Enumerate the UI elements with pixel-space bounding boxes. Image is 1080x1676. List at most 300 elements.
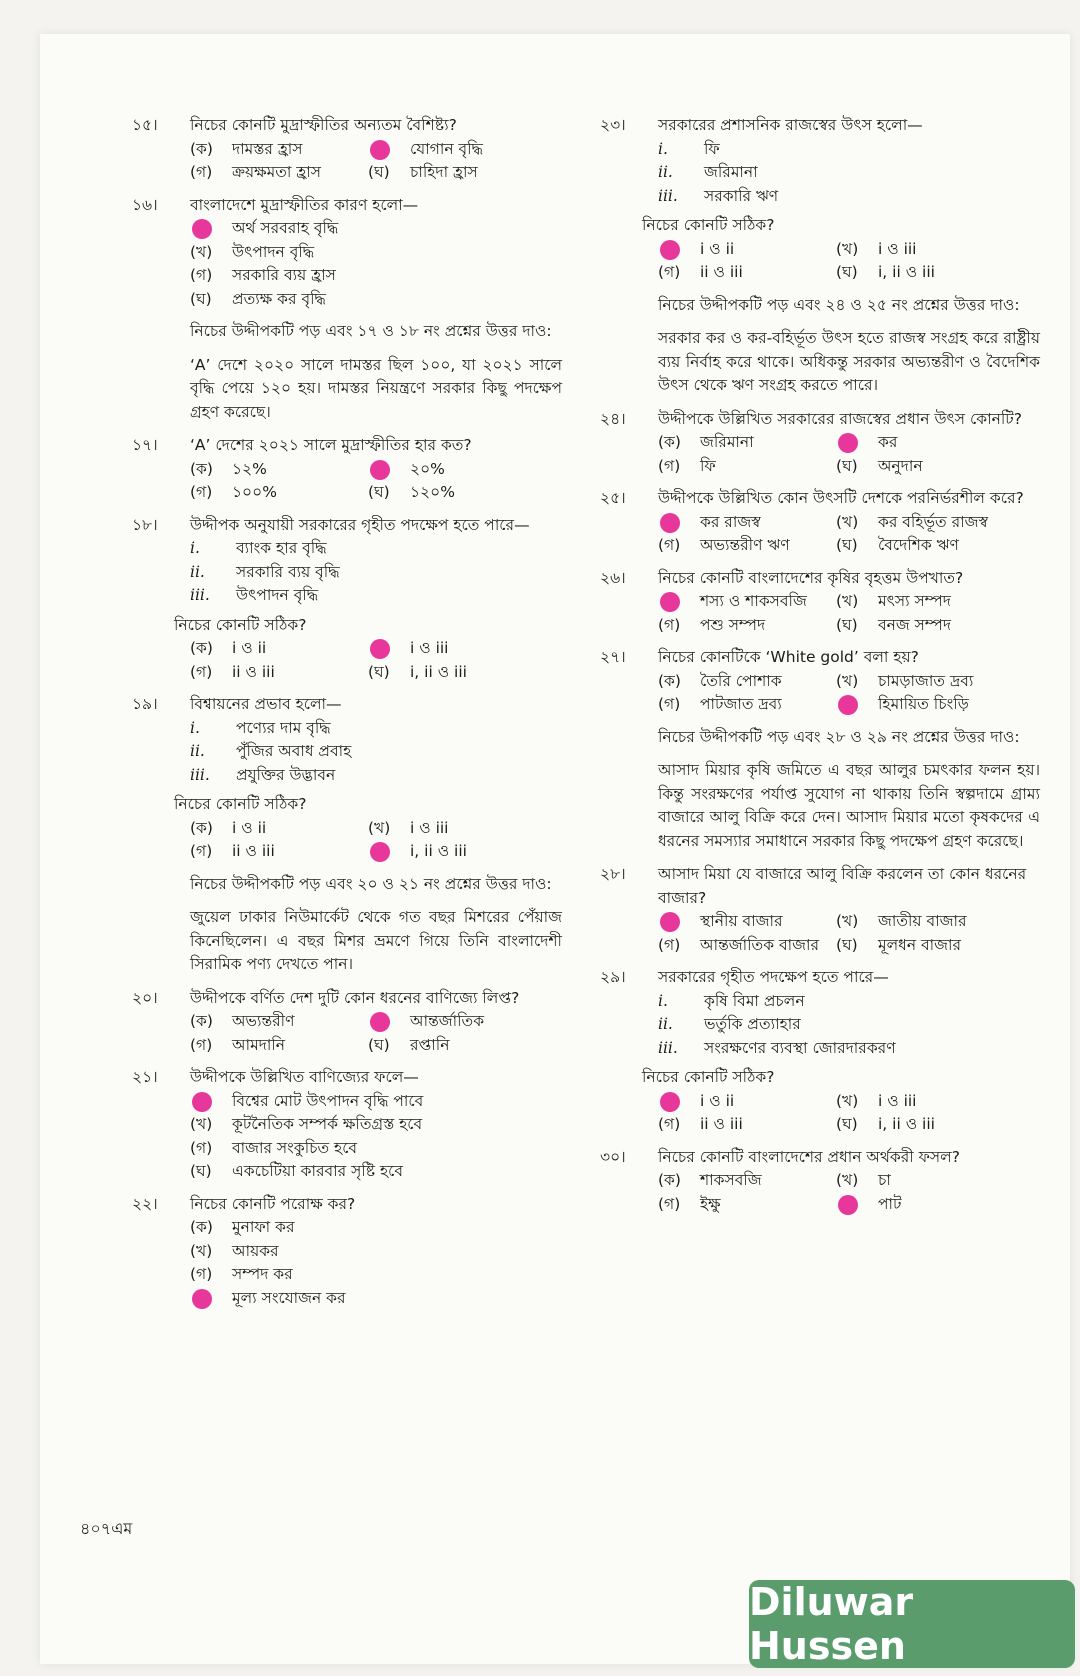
statement-text: পুঁজির অবাধ প্রবাহ: [236, 742, 352, 760]
option-text: জাতীয় বাজার: [878, 912, 967, 930]
question-block: [132, 1066, 562, 1184]
option-label: (গ): [190, 842, 213, 860]
answer-option[interactable]: [190, 481, 362, 505]
option-text: প্রত্যক্ষ কর বৃদ্ধি: [232, 289, 326, 308]
question-block: [132, 194, 562, 312]
answer-option[interactable]: [836, 1193, 1040, 1217]
option-text: উৎপাদন বৃদ্ধি: [232, 242, 315, 261]
question-block: [132, 987, 562, 1058]
option-text: অভ্যন্তরীণ: [232, 1012, 295, 1030]
option-text: ১২০%: [410, 483, 455, 501]
question-number: ১৭।: [132, 436, 158, 454]
option-label: (ক): [658, 1171, 681, 1189]
option-text: ii ও iii: [700, 263, 743, 281]
statement-list: [658, 990, 1040, 1061]
statement: [190, 764, 562, 788]
option-text: চা: [878, 1171, 891, 1189]
statement-text: ভর্তুকি প্রত্যাহার: [704, 1015, 801, 1033]
option-text: i, ii ও iii: [410, 662, 467, 681]
option-text: ক্রয়ক্ষমতা হ্রাস: [232, 163, 321, 181]
answer-option[interactable]: [836, 534, 1040, 558]
question-block: [600, 567, 1040, 638]
option-list: [658, 1169, 1040, 1216]
option-label: (খ): [836, 592, 859, 610]
answer-option[interactable]: [368, 161, 562, 185]
answer-option[interactable]: [368, 637, 562, 661]
option-label: (ক): [190, 139, 213, 158]
statement-list: [658, 138, 1040, 209]
option-list: [190, 1216, 562, 1310]
which-correct-prompt: নিচের কোনটি সঠিক?: [642, 216, 775, 234]
option-label: (গ): [190, 163, 213, 181]
right-column: [600, 114, 1040, 1225]
question-block: [600, 863, 1040, 957]
answer-option[interactable]: [836, 455, 1040, 479]
answer-option[interactable]: [190, 264, 562, 288]
answer-option[interactable]: [836, 1090, 1040, 1114]
option-list: [190, 637, 562, 684]
question-text: বাংলাদেশে মুদ্রাস্ফীতির কারণ হলো—: [190, 195, 419, 214]
answer-option[interactable]: [658, 670, 830, 694]
answer-option[interactable]: [368, 1010, 562, 1034]
option-list: [658, 431, 1040, 478]
option-text: ১০০%: [232, 483, 277, 501]
statement-numeral: ii.: [190, 742, 205, 760]
statement-numeral: ii.: [658, 163, 673, 181]
option-text: i ও iii: [878, 1091, 917, 1110]
answer-option[interactable]: [190, 1090, 562, 1114]
option-label: (গ): [658, 456, 681, 475]
option-text: বিশ্বের মোট উৎপাদন বৃদ্ধি পাবে: [232, 1091, 424, 1110]
answer-option[interactable]: [368, 840, 562, 864]
option-text: i, ii ও iii: [878, 263, 935, 281]
option-label: (গ): [190, 266, 213, 284]
question-text: আসাদ মিয়া যে বাজারে আলু বিক্রি করলেন তা কোন ধরনের বাজার?: [658, 865, 1027, 907]
answer-option[interactable]: [190, 1113, 562, 1137]
option-label: (ক): [658, 671, 681, 690]
option-label: (গ): [658, 615, 681, 634]
answer-option[interactable]: [190, 288, 562, 312]
option-label: (ঘ): [368, 163, 390, 181]
option-list: [190, 1090, 562, 1184]
answer-option[interactable]: [190, 241, 562, 265]
option-text: তৈরি পোশাক: [700, 671, 782, 690]
answer-option[interactable]: [836, 1113, 1040, 1137]
option-text: রপ্তানি: [410, 1035, 450, 1054]
answer-mark-icon: [370, 1012, 390, 1032]
option-text: বাজার সংকুচিত হবে: [232, 1138, 358, 1157]
option-label: (ঘ): [836, 263, 858, 281]
answer-mark-icon: [660, 513, 680, 533]
option-list: [190, 217, 562, 311]
question-block: [132, 1193, 562, 1311]
answer-option[interactable]: [658, 238, 830, 262]
option-label: (ঘ): [836, 536, 858, 554]
statement: [658, 990, 1040, 1014]
stimulus-paragraph: নিচের উদ্দীপকটি পড় এবং ২০ ও ২১ নং প্রশ্নের উত্তর দাও:: [190, 874, 552, 893]
answer-option[interactable]: [836, 590, 1040, 614]
statement-text: ফি: [704, 139, 720, 158]
option-label: (খ): [190, 1115, 213, 1133]
option-list: [658, 238, 1040, 285]
answer-mark-icon: [660, 240, 680, 260]
option-label: (খ): [368, 818, 391, 837]
answer-option[interactable]: [658, 1169, 830, 1193]
left-column: [132, 114, 562, 1319]
answer-option[interactable]: [836, 670, 1040, 694]
option-label: (ক): [190, 459, 213, 478]
option-label: (গ): [658, 536, 681, 554]
statement-numeral: ii.: [658, 1015, 673, 1033]
question-number: ২৮।: [600, 865, 626, 883]
option-text: মুনাফা কর: [232, 1218, 295, 1236]
answer-option[interactable]: [190, 1010, 362, 1034]
option-list: [190, 817, 562, 864]
answer-option[interactable]: [836, 934, 1040, 958]
answer-mark-icon: [192, 219, 212, 239]
option-text: ii ও iii: [232, 842, 275, 860]
option-label: (ক): [190, 639, 213, 657]
question-text: নিচের কোনটিকে ‘White gold’ বলা হয়?: [658, 648, 919, 666]
answer-option[interactable]: [658, 261, 830, 285]
statement: [190, 717, 562, 741]
statement-text: জরিমানা: [704, 163, 758, 181]
answer-mark-icon: [838, 433, 858, 453]
option-text: মৎস্য সম্পদ: [878, 592, 951, 610]
option-text: চামড়াজাত দ্রব্য: [878, 671, 974, 690]
which-correct-prompt: নিচের কোনটি সঠিক?: [174, 615, 307, 634]
option-list: [658, 670, 1040, 717]
question-number: ২১।: [132, 1068, 158, 1086]
option-label: (খ): [836, 1091, 859, 1110]
answer-option[interactable]: [658, 934, 830, 958]
stimulus-paragraph: ‘A’ দেশে ২০২০ সালে দামস্তর ছিল ১০০, যা ২০২১ সালে বৃদ্ধি পেয়ে ১২০ হয়। দামস্তর নিয়ন্ত্রণে সরকার কিছু পদক্ষেপ গ্রহণ করেছে।: [190, 355, 562, 421]
question-text: সরকারের প্রশাসনিক রাজস্বের উৎস হলো—: [658, 116, 923, 134]
question-number: ২৯।: [600, 968, 626, 986]
answer-option[interactable]: [658, 910, 830, 934]
question-text: উদ্দীপক অনুযায়ী সরকারের গৃহীত পদক্ষেপ হতে পারে—: [190, 515, 530, 534]
statement-text: সংরক্ষণের ব্যবস্থা জোরদারকরণ: [704, 1038, 896, 1057]
option-text: ii ও iii: [232, 662, 275, 681]
option-label: (গ): [658, 1115, 681, 1133]
option-text: পাট: [878, 1194, 902, 1213]
answer-option[interactable]: [658, 431, 830, 455]
answer-option[interactable]: [368, 138, 562, 162]
answer-mark-icon: [192, 1092, 212, 1112]
answer-option[interactable]: [836, 910, 1040, 934]
option-text: কর বহির্ভূত রাজস্ব: [878, 512, 988, 531]
question-number: ২৩।: [600, 116, 626, 134]
question-block: [600, 114, 1040, 285]
question-text: নিচের কোনটি বাংলাদেশের প্রধান অর্থকরী ফসল?: [658, 1147, 960, 1166]
question-number: ২৬।: [600, 568, 626, 587]
question-number: ১৬।: [132, 195, 158, 214]
answer-mark-icon: [370, 460, 390, 480]
question-text: উদ্দীপকে উল্লিখিত কোন উৎসটি দেশকে পরনির্ভরশীল করে?: [658, 489, 1024, 507]
answer-mark-icon: [838, 695, 858, 715]
option-label: (ঘ): [190, 1162, 212, 1180]
answer-option[interactable]: [190, 1216, 562, 1240]
option-text: আন্তর্জাতিক বাজার: [700, 935, 819, 954]
question-text: বিশ্বায়নের প্রভাব হলো—: [190, 695, 342, 713]
question-block: [600, 408, 1040, 479]
option-text: আয়কর: [232, 1241, 279, 1260]
stimulus-paragraph: আসাদ মিয়ার কৃষি জমিতে এ বছর আলুর চমৎকার ফলন হয়। কিন্তু সংরক্ষণের পর্যাপ্ত সুযোগ না থাকায় তিনি স্বল্পদামে গ্রাম্য বাজারে আলু বিক্রি করে দেন। আসাদ মিয়ার মতো কৃষকদের এ ধরনের সমস্যার সমাধানে সরকার কিছু পদক্ষেপ গ্রহণ করেছে।: [658, 761, 1040, 850]
answer-option[interactable]: [836, 1169, 1040, 1193]
answer-option[interactable]: [368, 1034, 562, 1058]
statement-numeral: iii.: [190, 765, 210, 784]
answer-option[interactable]: [658, 1090, 830, 1114]
option-label: (ঘ): [836, 935, 858, 954]
which-correct-prompt: নিচের কোনটি সঠিক?: [642, 1068, 775, 1086]
option-text: আমদানি: [232, 1035, 286, 1054]
option-text: স্থানীয় বাজার: [700, 912, 783, 930]
question-number: ১৮।: [132, 515, 158, 534]
statement: [190, 537, 562, 561]
question-number: ২২।: [132, 1194, 158, 1213]
statement-numeral: ii.: [190, 562, 205, 581]
answer-option[interactable]: [190, 661, 362, 685]
statement: [190, 584, 562, 608]
statement-numeral: i.: [658, 139, 668, 158]
question-block: [132, 693, 562, 864]
statement: [658, 138, 1040, 162]
which-correct-prompt: নিচের কোনটি সঠিক?: [174, 795, 307, 813]
answer-option[interactable]: [190, 817, 362, 841]
answer-mark-icon: [838, 1195, 858, 1215]
answer-option[interactable]: [658, 455, 830, 479]
option-label: (গ): [658, 695, 681, 713]
option-text: i ও iii: [410, 818, 449, 837]
statement-numeral: i.: [658, 991, 668, 1010]
question-text: উদ্দীপকে বর্ণিত দেশ দুটি কোন ধরনের বাণিজ্যে লিপ্ত?: [190, 988, 520, 1007]
statement-text: উৎপাদন বৃদ্ধি: [236, 586, 319, 604]
option-label: (গ): [190, 1035, 213, 1054]
option-text: অভ্যন্তরীণ ঋণ: [700, 536, 790, 554]
option-text: সম্পদ কর: [232, 1265, 293, 1283]
option-label: (ঘ): [368, 1035, 390, 1054]
answer-option[interactable]: [190, 1034, 362, 1058]
question-block: [132, 114, 562, 185]
answer-option[interactable]: [190, 1240, 562, 1264]
answer-option[interactable]: [190, 637, 362, 661]
statement-text: সরকারি ঋণ: [704, 186, 779, 205]
option-label: (খ): [836, 912, 859, 930]
question-number: ১৯।: [132, 695, 158, 713]
stimulus-paragraph: নিচের উদ্দীপকটি পড় এবং ২৪ ও ২৫ নং প্রশ্নের উত্তর দাও:: [658, 295, 1020, 314]
option-list: [190, 458, 562, 505]
option-label: (ঘ): [836, 615, 858, 634]
option-label: (ক): [190, 818, 213, 837]
option-label: (গ): [658, 263, 681, 281]
option-text: মূলধন বাজার: [878, 935, 962, 954]
option-text: অনুদান: [878, 456, 923, 475]
question-number: ২৭।: [600, 648, 626, 666]
answer-option[interactable]: [658, 693, 830, 717]
answer-option[interactable]: [658, 534, 830, 558]
question-text: সরকারের গৃহীত পদক্ষেপ হতে পারে—: [658, 968, 889, 986]
exam-page: [40, 34, 1070, 1664]
option-text: একচেটিয়া কারবার সৃষ্টি হবে: [232, 1162, 403, 1180]
question-block: [132, 514, 562, 685]
option-label: (গ): [658, 1194, 681, 1213]
answer-option[interactable]: [368, 481, 562, 505]
answer-mark-icon: [370, 639, 390, 659]
statement-numeral: iii.: [658, 1038, 678, 1057]
statement: [658, 1037, 1040, 1061]
stimulus-paragraph: সরকার কর ও কর-বহির্ভূত উৎস হতে রাজস্ব সংগ্রহ করে রাষ্ট্রীয় ব্যয় নির্বাহ করে থাকে। অধিকন্তু সরকার অভ্যন্তরীণ ও বৈদেশিক উৎস থেকে ঋণ সংগ্রহ করতে পারে।: [658, 329, 1040, 394]
option-label: (গ): [190, 483, 213, 501]
answer-mark-icon: [192, 1289, 212, 1309]
option-label: (ক): [658, 433, 681, 451]
statement: [190, 740, 562, 764]
option-text: চাহিদা হ্রাস: [410, 163, 478, 181]
option-text: i ও ii: [232, 818, 267, 837]
statement-text: পণ্যের দাম বৃদ্ধি: [236, 718, 331, 737]
answer-option[interactable]: [836, 511, 1040, 535]
option-text: কর: [878, 433, 898, 451]
statement: [658, 185, 1040, 209]
answer-option[interactable]: [658, 1113, 830, 1137]
question-text: ‘A’ দেশের ২০২১ সালে মুদ্রাস্ফীতির হার কত?: [190, 436, 472, 454]
statement-text: সরকারি ব্যয় বৃদ্ধি: [236, 562, 340, 581]
answer-option[interactable]: [190, 458, 362, 482]
question-text: উদ্দীপকে উল্লিখিত বাণিজ্যের ফলে—: [190, 1068, 419, 1086]
option-text: জরিমানা: [700, 433, 754, 451]
question-block: [600, 966, 1040, 1137]
answer-mark-icon: [660, 1092, 680, 1112]
answer-option[interactable]: [190, 1287, 562, 1311]
option-text: i, ii ও iii: [410, 842, 467, 860]
option-label: (গ): [190, 662, 213, 681]
option-text: যোগান বৃদ্ধি: [410, 139, 483, 158]
option-text: ii ও iii: [700, 1115, 743, 1133]
answer-option[interactable]: [190, 138, 362, 162]
option-label: (খ): [190, 1241, 213, 1260]
question-number: ৩০।: [600, 1147, 626, 1166]
option-list: [190, 1010, 562, 1057]
stimulus-paragraph: জুয়েল ঢাকার নিউমার্কেট থেকে গত বছর মিশরের পেঁয়াজ কিনেছিলেন। এ বছর মিশর ভ্রমণে গিয়ে তিনি বাংলাদেশী সিরামিক পণ্য দেখতে পান।: [190, 908, 562, 973]
answer-option[interactable]: [836, 261, 1040, 285]
answer-option[interactable]: [658, 614, 830, 638]
statement-text: প্রযুক্তির উদ্ভাবন: [236, 765, 336, 784]
statement-numeral: iii.: [658, 186, 678, 205]
option-text: মূল্য সংযোজন কর: [232, 1288, 346, 1307]
answer-option[interactable]: [836, 431, 1040, 455]
answer-mark-icon: [660, 592, 680, 612]
answer-mark-icon: [660, 912, 680, 932]
option-list: [658, 910, 1040, 957]
option-list: [658, 590, 1040, 637]
option-text: ২০%: [410, 459, 445, 478]
option-list: [658, 511, 1040, 558]
statement: [658, 161, 1040, 185]
statement-numeral: i.: [190, 539, 200, 557]
option-text: সরকারি ব্যয় হ্রাস: [232, 266, 336, 284]
option-label: (গ): [658, 935, 681, 954]
option-text: পশু সম্পদ: [700, 615, 766, 634]
statement-text: কৃষি বিমা প্রচলন: [704, 991, 805, 1010]
option-label: (ঘ): [836, 1115, 858, 1133]
option-text: দামস্তর হ্রাস: [232, 139, 303, 158]
answer-option[interactable]: [368, 458, 562, 482]
option-text: বৈদেশিক ঋণ: [878, 536, 959, 554]
option-text: ১২%: [232, 459, 267, 478]
answer-option[interactable]: [190, 1263, 562, 1287]
option-label: (গ): [190, 1265, 213, 1283]
statement-text: ব্যাংক হার বৃদ্ধি: [236, 539, 327, 557]
answer-mark-icon: [370, 140, 390, 160]
answer-option[interactable]: [658, 590, 830, 614]
option-text: পাটজাত দ্রব্য: [700, 695, 782, 713]
option-text: অর্থ সরবরাহ বৃদ্ধি: [232, 219, 339, 237]
option-text: i ও ii: [700, 1091, 735, 1110]
answer-option[interactable]: [836, 614, 1040, 638]
statement-list: [190, 537, 562, 608]
page-number: ৪০৭এম: [80, 1519, 133, 1538]
option-label: (খ): [836, 671, 859, 690]
option-list: [658, 1090, 1040, 1137]
stimulus-paragraph: নিচের উদ্দীপকটি পড় এবং ১৭ ও ১৮ নং প্রশ্নের উত্তর দাও:: [190, 322, 552, 340]
answer-option[interactable]: [190, 161, 362, 185]
option-label: (ক): [190, 1218, 213, 1236]
question-text: নিচের কোনটি বাংলাদেশের কৃষির বৃহত্তম উপখাত?: [658, 568, 964, 587]
option-label: (খ): [836, 1171, 859, 1189]
option-text: বনজ সম্পদ: [878, 615, 952, 634]
question-number: ২০।: [132, 988, 158, 1007]
question-number: ১৫।: [132, 116, 158, 134]
watermark-badge: Diluwar Hussen: [749, 1580, 1075, 1668]
answer-option[interactable]: [836, 238, 1040, 262]
answer-option[interactable]: [368, 817, 562, 841]
answer-option[interactable]: [368, 661, 562, 685]
answer-option[interactable]: [836, 693, 1040, 717]
statement-numeral: i.: [190, 718, 200, 737]
answer-option[interactable]: [190, 1160, 562, 1184]
statement: [658, 1013, 1040, 1037]
question-block: [600, 1146, 1040, 1217]
answer-option[interactable]: [190, 840, 362, 864]
answer-option[interactable]: [190, 217, 562, 241]
statement-numeral: iii.: [190, 586, 210, 604]
option-label: (ক): [190, 1012, 213, 1030]
answer-option[interactable]: [658, 511, 830, 535]
option-text: i ও ii: [232, 639, 267, 657]
statement-list: [190, 717, 562, 788]
option-label: (খ): [190, 242, 213, 261]
option-list: [190, 138, 562, 185]
question-text: নিচের কোনটি পরোক্ষ কর?: [190, 1194, 356, 1213]
option-text: i ও ii: [700, 239, 735, 258]
question-block: [600, 487, 1040, 558]
option-text: ইক্ষু: [700, 1194, 721, 1213]
answer-option[interactable]: [190, 1137, 562, 1161]
option-label: (ঘ): [368, 483, 390, 501]
option-text: i ও iii: [878, 239, 917, 258]
answer-mark-icon: [370, 842, 390, 862]
option-text: কূটনৈতিক সম্পর্ক ক্ষতিগ্রস্ত হবে: [232, 1115, 423, 1133]
option-label: (খ): [836, 239, 859, 258]
answer-option[interactable]: [658, 1193, 830, 1217]
option-text: i ও iii: [410, 639, 449, 657]
option-label: (ঘ): [836, 456, 858, 475]
option-text: ফি: [700, 456, 716, 475]
option-text: i, ii ও iii: [878, 1115, 935, 1133]
option-label: (গ): [190, 1138, 213, 1157]
question-block: [600, 646, 1040, 717]
option-label: (ঘ): [190, 289, 212, 308]
option-text: হিমায়িত চিংড়ি: [878, 695, 969, 713]
